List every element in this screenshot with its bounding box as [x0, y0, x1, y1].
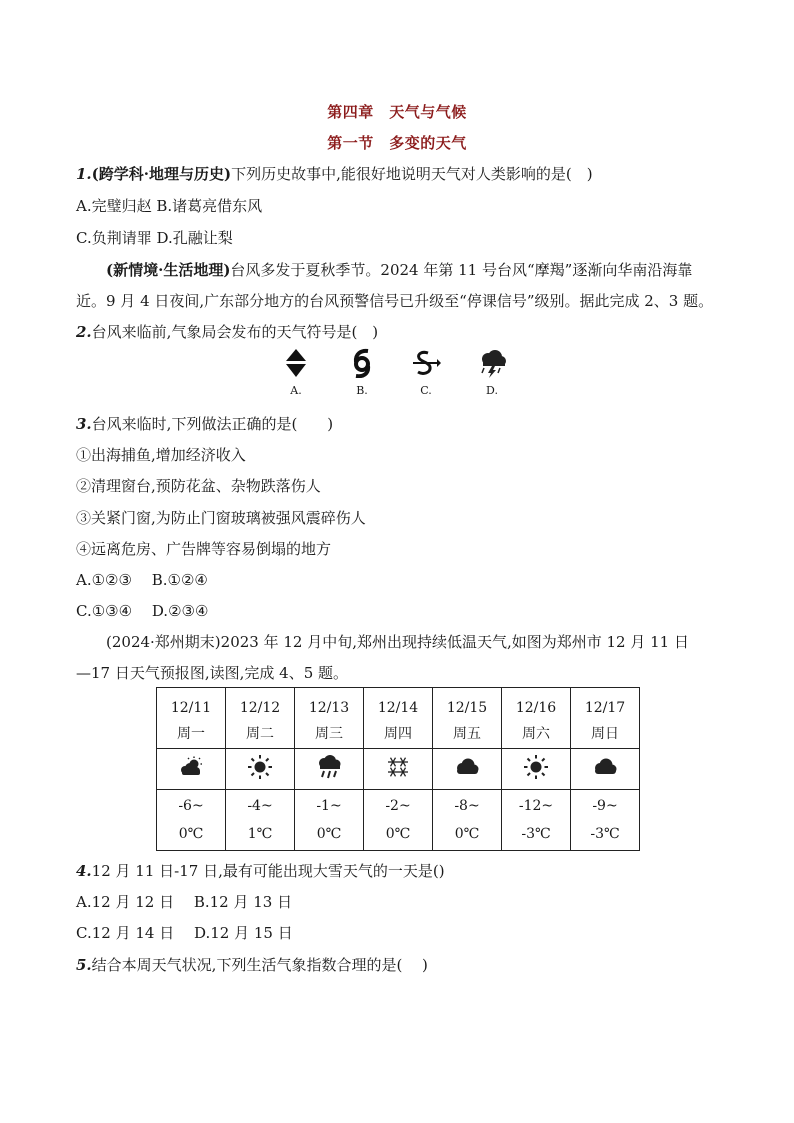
date-cell: 12/12	[226, 688, 295, 719]
question-3	[76, 413, 333, 434]
date-cell: 12/15	[433, 688, 502, 719]
temperature-cell	[295, 790, 364, 851]
icon-cell	[295, 749, 364, 790]
temp-high: -3℃	[521, 826, 551, 842]
snow-icon	[385, 754, 411, 780]
icon-cell	[433, 749, 502, 790]
material-text: 台风多发于夏秋季节。2024 年第 11 号台风“摩羯”逐渐向华南沿海靠	[230, 261, 693, 279]
temp-low: -12~	[518, 798, 554, 814]
temp-high: 0℃	[454, 826, 480, 842]
weekday-cell: 周日	[571, 718, 640, 749]
question-tag: (跨学科·地理与历史)	[91, 165, 232, 183]
question-number: 3.	[76, 415, 92, 433]
temp-high: -3℃	[590, 826, 620, 842]
material-zhengzhou-line1: (2024·郑州期末)2023 年 12 月中旬,郑州出现持续低温天气,如图为郑州市 12 月 11 日	[106, 633, 689, 651]
question-stem: 台风来临前,气象局会发布的天气符号是( )	[91, 323, 379, 341]
icon-cell	[226, 749, 295, 790]
temperature-cell	[364, 790, 433, 851]
icon-cell	[502, 749, 571, 790]
q4-options-cd: C.12 月 14 日 D.12 月 15 日	[76, 924, 293, 942]
question-stem: 下列历史故事中,能很好地说明天气对人类影响的是( )	[231, 165, 593, 183]
weekday-cell: 周三	[295, 718, 364, 749]
temp-low: -2~	[385, 798, 411, 814]
temp-low: -6~	[178, 798, 204, 814]
weekday-cell: 周五	[433, 718, 502, 749]
temp-low: -1~	[316, 798, 342, 814]
q3-options-ab: A.①②③ B.①②④	[76, 571, 208, 589]
sandstorm-icon	[411, 348, 441, 378]
date-cell: 12/16	[502, 688, 571, 719]
symbol-label: B.	[356, 384, 368, 397]
q3-item-1: ①出海捕鱼,增加经济收入	[76, 446, 246, 464]
temp-low: -8~	[454, 798, 480, 814]
symbol-option-b	[342, 348, 382, 397]
typhoon-icon	[350, 348, 374, 378]
section-title: 第一节 多变的天气	[327, 134, 467, 152]
date-cell: 12/14	[364, 688, 433, 719]
temp-high: 1℃	[247, 826, 273, 842]
icon-cell	[571, 749, 640, 790]
temp-low: -4~	[247, 798, 273, 814]
weekday-cell: 周四	[364, 718, 433, 749]
question-1	[76, 163, 593, 184]
sunny-icon	[247, 754, 273, 780]
q4-options-ab: A.12 月 12 日 B.12 月 13 日	[76, 893, 293, 911]
question-5	[76, 954, 428, 975]
q3-options-cd: C.①③④ D.②③④	[76, 602, 209, 620]
q1-options-ab: A.完璧归赵 B.诸葛亮借东风	[76, 197, 263, 215]
material-typhoon-line1	[106, 259, 692, 280]
temperature-cell	[226, 790, 295, 851]
q3-item-4: ④远离危房、广告牌等容易倒塌的地方	[76, 540, 332, 558]
question-stem: 结合本周天气状况,下列生活气象指数合理的是( )	[91, 956, 428, 974]
material-zhengzhou-line2: —17 日天气预报图,读图,完成 4、5 题。	[76, 664, 349, 682]
q3-item-2: ②清理窗台,预防花盆、杂物跌落伤人	[76, 477, 321, 495]
material-tag: (新情境·生活地理)	[106, 261, 231, 279]
q1-options-cd: C.负荆请罪 D.孔融让梨	[76, 229, 233, 247]
date-cell: 12/13	[295, 688, 364, 719]
rain-icon	[315, 754, 343, 780]
table-row-weekdays	[157, 718, 640, 749]
temperature-cell	[571, 790, 640, 851]
sun-behind-cloud-icon	[177, 756, 205, 778]
symbol-option-a	[276, 348, 316, 397]
thunderstorm-icon	[477, 348, 507, 378]
cloudy-icon	[591, 758, 619, 776]
temp-high: 0℃	[178, 826, 204, 842]
table-row-temperatures	[157, 790, 640, 851]
symbol-label: A.	[290, 384, 302, 397]
material-typhoon-line2: 近。9 月 4 日夜间,广东部分地方的台风预警信号已升级至“停课信号”级别。据此完成 2、3 题。	[76, 292, 714, 310]
table-row-dates	[157, 688, 640, 719]
icon-cell	[364, 749, 433, 790]
question-stem: 台风来临时,下列做法正确的是( )	[91, 415, 334, 433]
temp-high: 0℃	[316, 826, 342, 842]
weekday-cell: 周一	[157, 718, 226, 749]
sunny-icon	[523, 754, 549, 780]
question-stem: 12 月 11 日-17 日,最有可能出现大雪天气的一天是()	[91, 862, 445, 880]
chapter-title: 第四章 天气与气候	[327, 103, 467, 121]
diamond-arrow-icon	[285, 348, 307, 378]
symbol-label: C.	[420, 384, 432, 397]
temperature-cell	[157, 790, 226, 851]
table-row-icons	[157, 749, 640, 790]
symbol-label: D.	[486, 384, 498, 397]
q3-item-3: ③关紧门窗,为防止门窗玻璃被强风震碎伤人	[76, 509, 366, 527]
cloudy-icon	[453, 758, 481, 776]
question-2	[76, 321, 378, 342]
temperature-cell	[502, 790, 571, 851]
question-number: 2.	[76, 323, 92, 341]
question-number: 5.	[76, 956, 92, 974]
question-4	[76, 860, 445, 881]
symbol-option-c	[406, 348, 446, 397]
date-cell: 12/11	[157, 688, 226, 719]
symbol-option-d	[472, 348, 512, 397]
temp-low: -9~	[592, 798, 618, 814]
icon-cell	[157, 749, 226, 790]
date-cell: 12/17	[571, 688, 640, 719]
question-number: 1.	[76, 165, 92, 183]
weekday-cell: 周六	[502, 718, 571, 749]
weekday-cell: 周二	[226, 718, 295, 749]
temp-high: 0℃	[385, 826, 411, 842]
question-number: 4.	[76, 862, 92, 880]
temperature-cell	[433, 790, 502, 851]
weather-forecast-table	[156, 687, 640, 851]
